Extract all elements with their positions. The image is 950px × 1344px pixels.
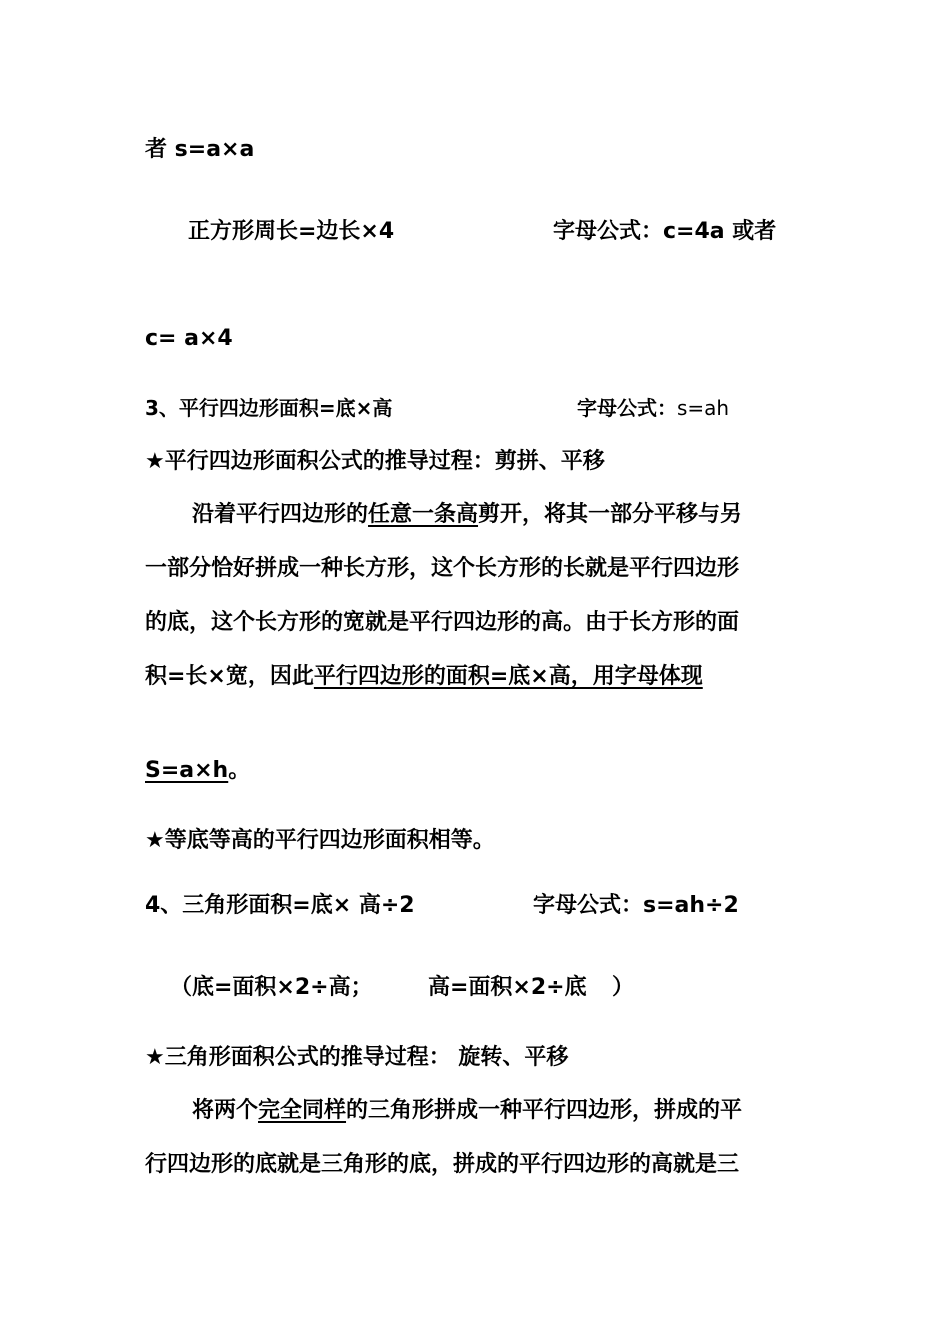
text-triangle-derivation-title: ★三角形面积公式的推导过程： 旋转、平移 (145, 1045, 569, 1070)
formula-value: s=ah (677, 396, 730, 420)
paragraph-line-4 (145, 666, 703, 688)
paragraph-line-3: 的底，这个长方形的宽就是平行四边形的高。由于长方形的面 (145, 610, 740, 635)
text-triangle-formula: 字母公式：s=ah÷2 (533, 893, 739, 918)
text-segment: 。 (228, 758, 251, 783)
underlined-segment: 完全同样 (258, 1098, 347, 1123)
paragraph-line-1 (192, 504, 742, 526)
underlined-segment: 平行四边形的面积=底×高，用字母体现 (313, 664, 703, 689)
paragraph-line-7: 行四边形的底就是三角形的底，拼成的平行四边形的高就是三 (145, 1152, 740, 1177)
text-equal-base-height: ★等底等高的平行四边形面积相等。 (145, 828, 495, 853)
text-segment: 剪开，将其一部分平移与另 (478, 502, 743, 527)
text-segment: 积=长×宽，因此 (145, 664, 314, 689)
text-segment: 的三角形拼成一种平行四边形，拼成的平 (346, 1098, 743, 1123)
text-line-perimeter-alt: c= a×4 (145, 326, 233, 351)
text-triangle-height-derivation: 高=面积×2÷底 (428, 975, 587, 1000)
text-triangle-base-derivation: （底=面积×2÷高； (170, 975, 373, 1000)
paragraph-line-5 (145, 760, 250, 782)
paragraph-line-6 (192, 1100, 742, 1122)
formula-label: 字母公式： (577, 396, 677, 420)
text-square-perimeter-formula: 字母公式：c=4a 或者 (553, 219, 777, 244)
text-line-square-area-end: 者 s=a×a (145, 137, 255, 162)
text-closing-paren: ） (612, 975, 635, 1000)
paragraph-line-2: 一部分恰好拼成一种长方形，这个长方形的长就是平行四边形 (145, 556, 740, 581)
underlined-segment: 任意一条高 (368, 502, 479, 527)
text-parallelogram-formula (577, 398, 729, 418)
text-segment: 沿着平行四边形的 (192, 502, 369, 527)
underlined-formula: S=a×h (145, 758, 229, 783)
text-square-perimeter: 正方形周长=边长×4 (188, 219, 395, 244)
text-parallelogram-derivation-title: ★平行四边形面积公式的推导过程：剪拼、平移 (145, 449, 605, 474)
text-triangle-area: 4、三角形面积=底× 高÷2 (145, 893, 415, 918)
text-parallelogram-area: 3、平行四边形面积=底×高 (145, 396, 393, 420)
text-segment: 将两个 (192, 1098, 259, 1123)
